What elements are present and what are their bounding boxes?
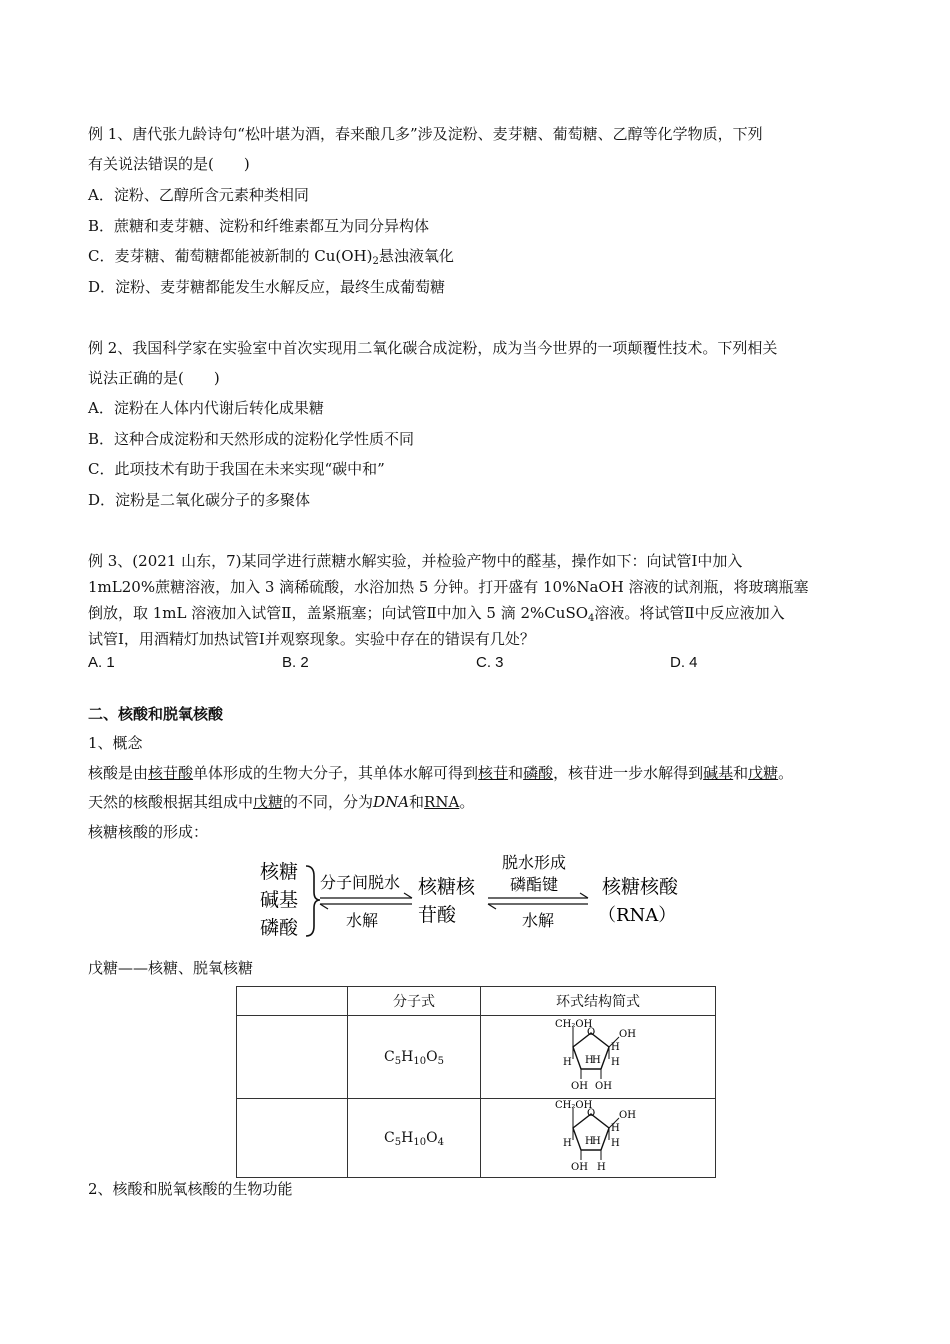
ex3-line4: 试管Ⅰ，用酒精灯加热试管Ⅰ并观察现象。实验中存在的错误有几处？ — [88, 630, 535, 648]
table-header-row — [237, 987, 716, 1016]
functions-heading: 2、核酸和脱氧核酸的生物功能 — [88, 1180, 293, 1198]
diagram-rna-line2: （RNA） — [598, 905, 677, 926]
table-header-cell — [237, 987, 348, 1016]
section-title: 二、核酸和脱氧核酸 — [88, 705, 224, 723]
ribose-oh-label: OH — [619, 1029, 636, 1040]
ribose-h-label: H — [585, 1055, 594, 1066]
table-row — [237, 1016, 716, 1099]
ex1-question-line1: 例 1、唐代张九龄诗句“松叶堪为酒，春来酿几多”涉及淀粉、麦芽糖、葡萄糖、乙醇等化学物质，下列 — [88, 125, 763, 143]
ex2-question-line2: 说法正确的是( ) — [88, 369, 220, 387]
ex2-option-d: D．淀粉是二氧化碳分子的多聚体 — [88, 491, 311, 509]
formation-label: 核糖核酸的形成： — [88, 823, 209, 841]
ex3-option-a: A. 1 — [88, 654, 115, 671]
diagram-brace — [306, 866, 320, 936]
ribose-ch2oh-label: CH₂OH — [555, 1019, 593, 1030]
deoxyribose-h-label: H — [563, 1138, 572, 1149]
deoxyribose-h-label: H — [585, 1136, 594, 1147]
ex2-option-b: B．这种合成淀粉和天然形成的淀粉化学性质不同 — [88, 430, 415, 448]
ex3-line2: 1mL20%蔗糖溶液，加入 3 滴稀硫酸，水浴加热 5 分钟。打开盛有 10%NaOH 溶液的试剂瓶，将玻璃瓶塞 — [88, 578, 809, 596]
table-row — [237, 1099, 716, 1178]
table-header-cell: 分子式 — [348, 987, 481, 1016]
deoxyribose-oh-label: OH — [571, 1162, 588, 1172]
ribose-h-label: H — [592, 1055, 601, 1066]
ex3-line3: 倒放，取 1mL 溶液加入试管Ⅱ，盖紧瓶塞；向试管Ⅱ中加入 5 滴 2%CuSO$_4$溶液。将试管Ⅱ中反应液加入 — [88, 604, 785, 624]
ex3-option-c: C. 3 — [476, 654, 504, 671]
ribose-oh-label: OH — [595, 1081, 612, 1092]
ex2-question-line1: 例 2、我国科学家在实验室中首次实现用二氧化碳合成淀粉，成为当今世界的一项颠覆性技术。下列相关 — [88, 339, 778, 357]
diagram-phosphate: 磷酸 — [260, 917, 299, 939]
ribose-h-label: H — [611, 1057, 620, 1068]
table-cell-structure — [481, 1016, 716, 1099]
diagram-nucleotide-line1: 核糖核 — [418, 876, 476, 898]
diagram-base: 碱基 — [260, 889, 299, 911]
ribose-h-label: H — [611, 1042, 620, 1053]
ex1-option-c: C．麦芽糖、葡萄糖都能被新制的 $Cu(OH)_2$悬浊液氧化 — [88, 247, 454, 267]
pentose-label: 戊糖——核糖、脱氧核糖 — [88, 959, 254, 977]
pentose-table — [236, 986, 716, 1178]
concept-paragraph-line2: 天然的核酸根据其组成中戊糖的不同，分为DNA和RNA。 — [88, 793, 475, 811]
table-cell-formula: $C_5H_{10}O_4$ — [348, 1099, 481, 1178]
diagram-nucleotide-line2: 苷酸 — [418, 904, 457, 926]
deoxyribose-o-label: O — [587, 1108, 596, 1119]
deoxyribose-h-label: H — [611, 1123, 620, 1134]
table-cell-formula: $C_5H_{10}O_5$ — [348, 1016, 481, 1099]
ex1-option-a: A．淀粉、乙醇所含元素种类相同 — [88, 186, 309, 204]
deoxyribose-structure — [533, 1100, 663, 1172]
diagram-arrow1-top: 分子间脱水 — [320, 873, 401, 892]
ribose-h-label: H — [563, 1057, 572, 1068]
diagram-arrow2-top2: 磷酯键 — [510, 875, 559, 894]
deoxyribose-h-label: H — [611, 1138, 620, 1149]
diagram-arrow2-top1: 脱水形成 — [502, 853, 567, 872]
ex1-option-b: B．蔗糖和麦芽糖、淀粉和纤维素都互为同分异构体 — [88, 217, 430, 235]
ribose-o-label: O — [587, 1027, 596, 1038]
ex3-line1: 例 3、(2021 山东，7)某同学进行蔗糖水解实验，并检验产物中的醛基，操作如下：向试管Ⅰ中加入 — [88, 552, 743, 570]
diagram-ribose: 核糖 — [260, 861, 299, 883]
ex2-option-a: A．淀粉在人体内代谢后转化成果糖 — [88, 399, 324, 417]
table-cell-name — [237, 1099, 348, 1178]
ribose-structure — [533, 1017, 663, 1093]
ex1-question-line2: 有关说法错误的是( ) — [88, 155, 250, 173]
concept-heading: 1、概念 — [88, 734, 143, 752]
table-cell-structure — [481, 1099, 716, 1178]
ex3-option-b: B. 2 — [282, 654, 309, 671]
ex3-options — [88, 652, 788, 674]
rna-formation-diagram — [250, 846, 700, 946]
deoxyribose-h-label: H — [597, 1162, 606, 1172]
diagram-arrow2-back-head — [488, 904, 496, 909]
deoxyribose-ch2oh-label: CH₂OH — [555, 1100, 593, 1111]
diagram-arrow2-bottom: 水解 — [522, 911, 555, 930]
diagram-arrow1-bottom: 水解 — [346, 911, 379, 930]
diagram-arrow1-forward-head — [404, 893, 412, 898]
deoxyribose-h-label: H — [592, 1136, 601, 1147]
ex2-option-c: C．此项技术有助于我国在未来实现“碳中和” — [88, 460, 385, 478]
table-header-cell: 环式结构简式 — [481, 987, 716, 1016]
table-cell-name — [237, 1016, 348, 1099]
diagram-rna-line1: 核糖核酸 — [602, 876, 679, 898]
diagram-arrow1-back-head — [320, 904, 328, 909]
deoxyribose-oh-label: OH — [619, 1110, 636, 1121]
concept-paragraph-line1: 核酸是由核苷酸单体形成的生物大分子，其单体水解可得到核苷和磷酸，核苷进一步水解得到碱基和戊糖。 — [88, 764, 794, 782]
ex3-option-d: D. 4 — [670, 654, 698, 671]
diagram-arrow2-forward-head — [580, 893, 588, 898]
ribose-oh-label: OH — [571, 1081, 588, 1092]
ex1-option-d: D．淀粉、麦芽糖都能发生水解反应，最终生成葡萄糖 — [88, 278, 446, 296]
